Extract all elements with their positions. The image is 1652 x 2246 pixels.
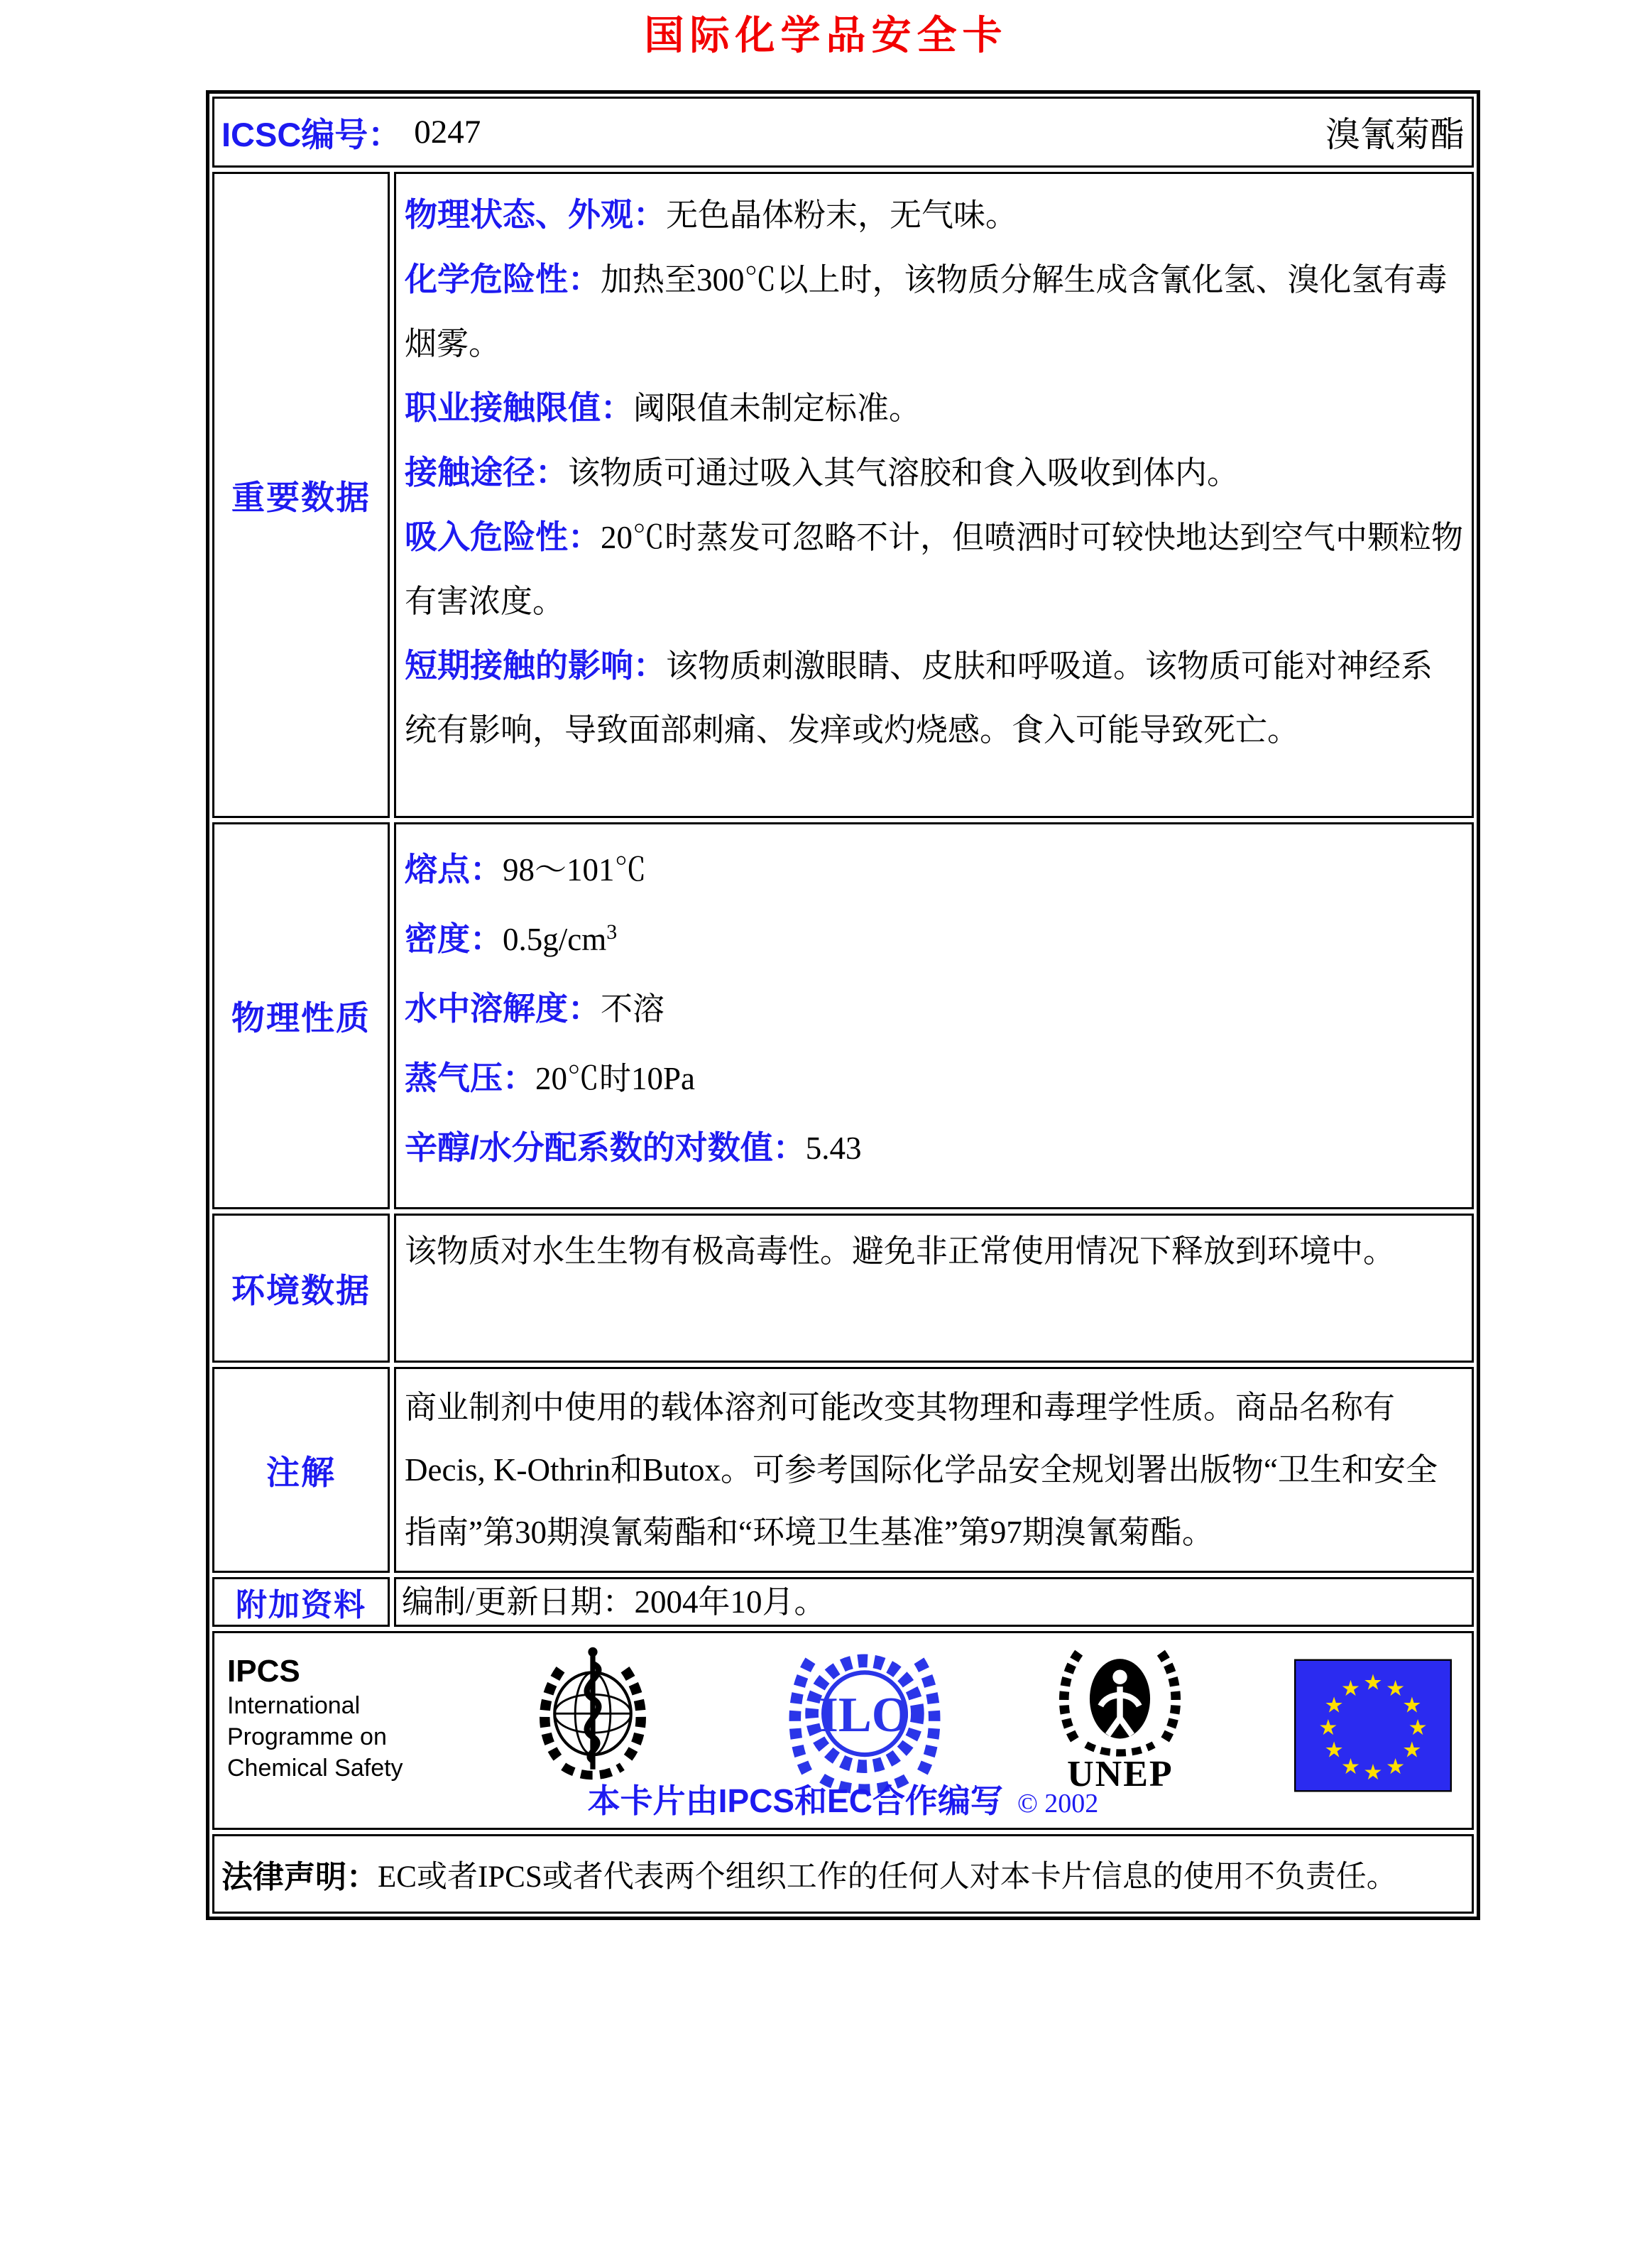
notes-text: 商业制剂中使用的载体溶剂可能改变其物理和毒理学性质。商品名称有Decis, K-Othrin和Butox。可参考国际化学品安全规划署出版物“卫生和安全指南”第30期溴氰菊酯和“环境卫生基准”第97期溴氰菊酯。 (405, 1390, 1438, 1550)
item-key: 物理状态、外观： (405, 196, 666, 233)
svg-text:★: ★ (1318, 1715, 1338, 1740)
ipcs-text-block (227, 1643, 403, 1784)
header-cell (212, 97, 1474, 168)
who-logo-icon (504, 1643, 682, 1796)
svg-text:★: ★ (1324, 1693, 1344, 1718)
svg-text:★: ★ (1402, 1693, 1422, 1718)
svg-text:★: ★ (1340, 1754, 1361, 1779)
legal-row (212, 1834, 1474, 1914)
svg-text:★: ★ (1408, 1715, 1428, 1740)
item-value: 加热至300℃以上时，该物质分解生成含氰化氢、溴化氢有毒烟雾。 (405, 262, 1448, 361)
footer-caption (214, 1775, 1472, 1822)
environmental-data-content (394, 1214, 1474, 1363)
notes-content (394, 1367, 1474, 1573)
caption-copyright: © 2002 (1017, 1789, 1099, 1819)
logos-row (212, 1631, 1474, 1830)
item-value: 无色晶体粉末，无气味。 (666, 197, 1018, 233)
unep-logo-icon (1047, 1643, 1193, 1792)
important-data-content (394, 172, 1474, 818)
important-item (405, 440, 1463, 505)
item-value: 98～101℃ (503, 852, 647, 888)
physical-item (405, 1040, 1463, 1110)
ipcs-line: International (227, 1692, 361, 1719)
physical-properties-row (212, 822, 1474, 1209)
item-key: 接触途径： (405, 454, 568, 491)
important-data-label: 重要数据 (212, 172, 390, 818)
svg-text:★: ★ (1363, 1760, 1383, 1785)
legal-label: 法律声明： (221, 1860, 378, 1895)
important-item (405, 182, 1463, 247)
item-key: 吸入危险性： (405, 518, 601, 555)
ilo-letters: ILO (819, 1687, 911, 1743)
environmental-data-text: 该物质对水生生物有极高毒性。避免非正常使用情况下释放到环境中。 (405, 1233, 1396, 1269)
logos-cell (212, 1631, 1474, 1830)
physical-properties-label: 物理性质 (212, 822, 390, 1209)
legal-text: EC或者IPCS或者代表两个组织工作的任何人对本卡片信息的使用不负责任。 (378, 1860, 1397, 1894)
important-item (405, 247, 1463, 376)
important-item (405, 505, 1463, 633)
physical-properties-content (394, 822, 1474, 1209)
item-value: 20℃时10Pa (535, 1061, 696, 1096)
svg-text:★: ★ (1385, 1754, 1406, 1779)
item-key: 化学危险性： (405, 261, 601, 298)
svg-text:★: ★ (1340, 1676, 1361, 1701)
item-value: 0.5g/cm (503, 922, 607, 957)
caption-text: 本卡片由IPCS和EC合作编写 (587, 1782, 1003, 1819)
item-value: 该物质刺激眼睛、皮肤和呼吸道。该物质可能对神经系统有影响，导致面部刺痛、发痒或灼烧感。食入可能导致死亡。 (405, 648, 1433, 748)
additional-info-row (212, 1577, 1474, 1627)
chemical-name: 溴氰菊酯 (1325, 115, 1465, 154)
item-value: 阈限值未制定标准。 (633, 391, 921, 426)
environmental-data-row (212, 1214, 1474, 1363)
additional-info-item (402, 1583, 826, 1620)
page-title: 国际化学品安全卡 (644, 14, 1008, 58)
svg-text:★: ★ (1324, 1738, 1344, 1763)
physical-item (405, 832, 1463, 901)
item-value: 20℃时蒸发可忽略不计，但喷洒时可较快地达到空气中颗粒物有害浓度。 (405, 520, 1464, 619)
item-value: 该物质可通过吸入其气溶胶和食入吸收到体内。 (568, 455, 1240, 491)
item-key: 密度： (405, 920, 503, 957)
physical-item (405, 971, 1463, 1040)
svg-text:★: ★ (1385, 1676, 1406, 1701)
physical-item (405, 1110, 1463, 1179)
item-key: 熔点： (405, 851, 503, 888)
legal-cell (212, 1834, 1474, 1914)
item-value: 不溶 (601, 991, 665, 1027)
additional-info-content (394, 1577, 1474, 1627)
ilo-logo-icon (783, 1643, 946, 1796)
icsc-number-label: ICSC编号： (221, 115, 402, 153)
eu-flag-icon (1294, 1643, 1452, 1792)
item-key: 职业接触限值： (405, 389, 633, 426)
svg-text:★: ★ (1363, 1670, 1383, 1696)
important-data-row (212, 172, 1474, 818)
icsc-number-group (221, 109, 481, 156)
item-superscript: 3 (606, 920, 618, 944)
notes-label: 注解 (212, 1367, 390, 1573)
ipcs-title: IPCS (227, 1654, 300, 1689)
header-row (212, 97, 1474, 168)
notes-row (212, 1367, 1474, 1573)
icsc-number-value: 0247 (414, 114, 481, 151)
item-key: 水中溶解度： (405, 990, 601, 1027)
unep-wordmark: UNEP (1067, 1754, 1174, 1794)
svg-text:★: ★ (1402, 1738, 1422, 1763)
ipcs-line: Programme on (227, 1723, 387, 1750)
item-key: 辛醇/水分配系数的对数值： (405, 1129, 806, 1166)
physical-item (405, 901, 1463, 971)
item-key: 短期接触的影响： (405, 647, 666, 684)
ipcs-line: Chemical Safety (227, 1755, 403, 1782)
item-key: 编制/更新日期： (402, 1584, 635, 1620)
safety-card-table (206, 90, 1480, 1920)
important-item (405, 633, 1463, 762)
item-value: 5.43 (805, 1130, 862, 1166)
item-key: 蒸气压： (405, 1059, 535, 1096)
additional-info-label: 附加资料 (212, 1577, 390, 1627)
environmental-data-label: 环境数据 (212, 1214, 390, 1363)
item-value: 2004年10月。 (634, 1584, 826, 1620)
important-item (405, 376, 1463, 440)
